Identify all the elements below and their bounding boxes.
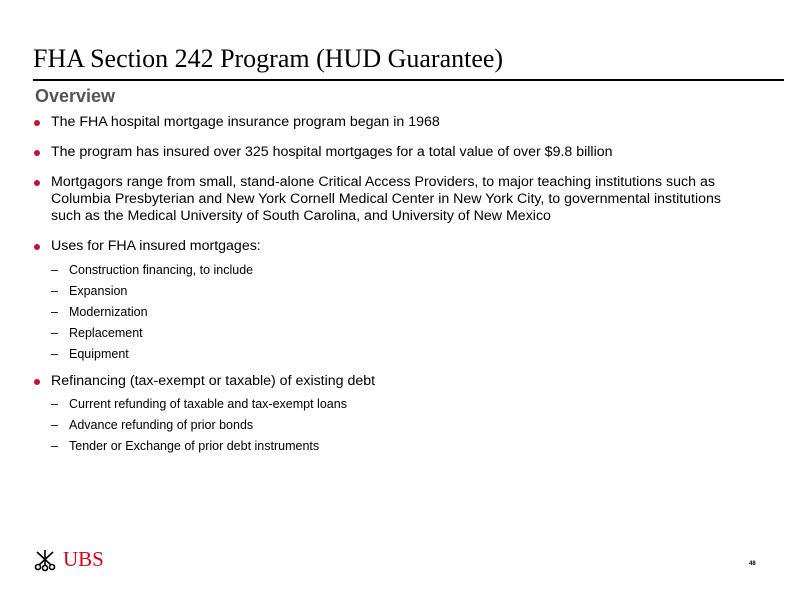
ubs-logo [33,547,104,572]
dash-icon: – [51,439,58,453]
dash-icon: – [51,284,58,298]
bullet-dot-icon [34,120,40,126]
bullet-item [33,144,753,161]
dash-icon: – [51,305,58,319]
section-subtitle: Overview [35,86,116,106]
dash-icon: – [51,326,58,340]
sub-item [33,281,753,302]
keys-icon [33,548,57,572]
sub-item [33,323,753,344]
bullet-list [33,114,753,457]
sub-item [33,415,753,436]
page-number: 48 [749,561,756,567]
bullet-text: Mortgagors range from small, stand-alone Critical Access Providers, to major teaching institutions such as Columbia Presbyterian and New York Cornell Medical Center in New York City, to governmental institutions such as the Medical University of South Carolina, and University of New Mexico [51,174,722,224]
dash-icon: – [51,263,58,277]
sub-item [33,394,753,415]
sub-text: Construction financing, to include [69,263,254,277]
dash-icon: – [51,347,58,361]
sub-text: Tender or Exchange of prior debt instruments [69,439,320,453]
refinancing-sublist [33,394,753,457]
title-divider [33,79,784,81]
sub-text: Modernization [69,305,148,319]
uses-sublist [33,260,753,365]
bullet-item [33,238,753,255]
bullet-text: The program has insured over 325 hospital mortgages for a total value of over $9.8 billion [51,144,613,160]
logo-text: UBS [63,547,104,571]
sub-text: Expansion [69,284,128,298]
sub-text: Equipment [69,347,129,361]
dash-icon: – [51,397,58,411]
sub-item [33,302,753,323]
bullet-text: The FHA hospital mortgage insurance program began in 1968 [51,114,440,130]
bullet-dot-icon [34,244,40,250]
sub-item [33,344,753,365]
sub-text: Replacement [69,326,143,340]
bullet-item [33,114,753,131]
dash-icon: – [51,418,58,432]
bullet-dot-icon [34,180,40,186]
sub-item [33,260,753,281]
bullet-dot-icon [34,150,40,156]
sub-item [33,436,753,457]
bullet-item [33,373,753,390]
sub-text: Current refunding of taxable and tax-exempt loans [69,397,347,411]
bullet-text: Uses for FHA insured mortgages: [51,238,261,254]
slide-title: FHA Section 242 Program (HUD Guarantee) [33,44,504,73]
bullet-item [33,174,753,225]
bullet-dot-icon [34,379,40,385]
bullet-text: Refinancing (tax-exempt or taxable) of existing debt [51,373,376,389]
sub-text: Advance refunding of prior bonds [69,418,254,432]
